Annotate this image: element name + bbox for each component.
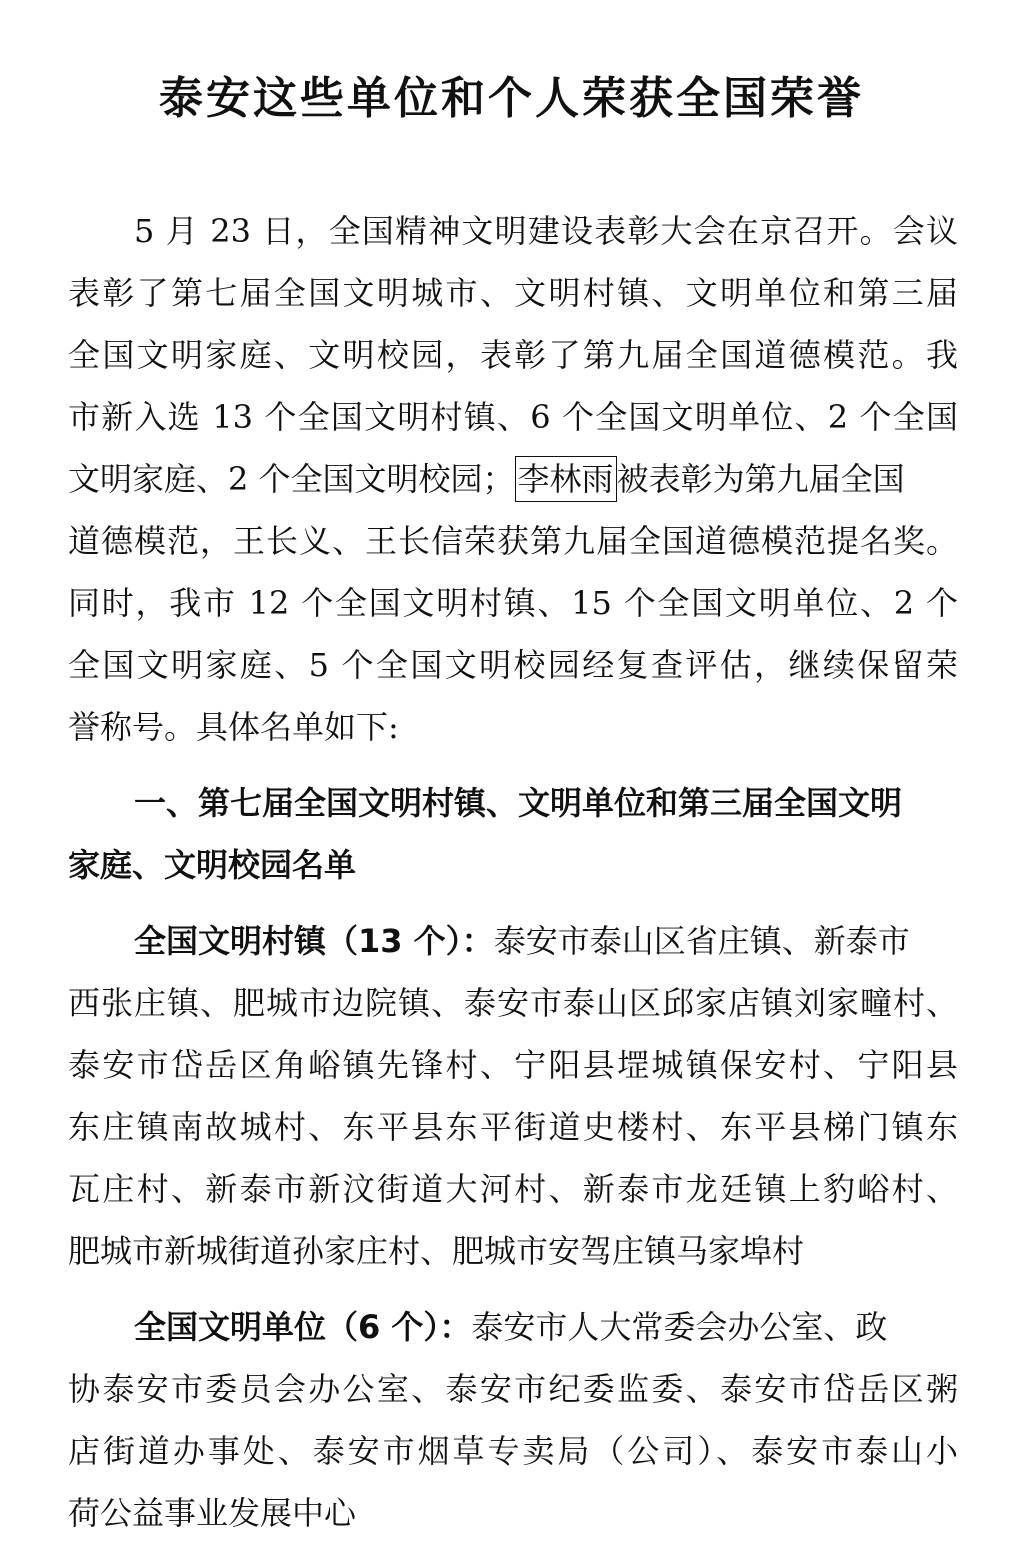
text-line: 同时，我市 12 个全国文明村镇、15 个全国文明单位、2 个 <box>68 584 958 622</box>
text-segment: 泰安市泰山区省庄镇、新泰市 <box>493 922 910 960</box>
section-heading: 一、第七届全国文明村镇、文明单位和第三届全国文明 <box>134 784 903 822</box>
text-line: 5 月 23 日，全国精神文明建设表彰大会在京召开。会议 <box>134 212 958 250</box>
document-title: 泰安这些单位和个人荣获全国荣誉 <box>159 73 864 124</box>
text-line: 誉称号。具体名单如下: <box>68 708 399 746</box>
text-line <box>68 1296 958 1358</box>
document-body <box>68 200 958 1544</box>
category-label: 全国文明单位（6 个）： <box>134 1308 472 1346</box>
text-line: 瓦庄村、新泰市新汶街道大河村、新泰市龙廷镇上豹峪村、 <box>68 1170 958 1208</box>
boxed-name: 李林雨 <box>515 456 617 502</box>
text-line: 泰安市岱岳区角峪镇先锋村、宁阳县堽城镇保安村、宁阳县 <box>68 1046 958 1084</box>
text-line: 全国文明家庭、文明校园，表彰了第九届全国道德模范。我 <box>68 336 958 374</box>
spacer <box>68 758 958 772</box>
text-line: 市新入选 13 个全国文明村镇、6 个全国文明单位、2 个全国 <box>68 398 958 436</box>
text-line: 店街道办事处、泰安市烟草专卖局（公司）、泰安市泰山小 <box>68 1432 958 1470</box>
text-line: 全国文明家庭、5 个全国文明校园经复查评估，继续保留荣 <box>68 646 958 684</box>
text-segment: 文明家庭、2 个全国文明校园； <box>68 460 515 498</box>
text-line <box>68 910 958 972</box>
spacer <box>68 1282 958 1296</box>
text-segment: 被表彰为第九届全国 <box>616 460 905 498</box>
text-line: 西张庄镇、肥城市边院镇、泰安市泰山区邱家店镇刘家疃村、 <box>68 984 958 1022</box>
text-line: 肥城市新城街道孙家庄村、肥城市安驾庄镇马家埠村 <box>68 1232 805 1270</box>
spacer <box>68 896 958 910</box>
text-line: 协泰安市委员会办公室、泰安市纪委监委、泰安市岱岳区粥 <box>68 1370 958 1408</box>
category-label: 全国文明村镇（13 个）： <box>134 922 494 960</box>
section-heading: 家庭、文明校园名单 <box>68 846 357 884</box>
text-line: 东庄镇南故城村、东平县东平街道史楼村、东平县梯门镇东 <box>68 1108 958 1146</box>
text-line: 表彰了第七届全国文明城市、文明村镇、文明单位和第三届 <box>68 274 958 312</box>
text-line: 道德模范，王长义、王长信荣获第九届全国道德模范提名奖。 <box>68 522 958 560</box>
text-line: 荷公益事业发展中心 <box>68 1494 357 1532</box>
text-segment: 泰安市人大常委会办公室、政 <box>471 1308 888 1346</box>
text-line <box>68 448 958 510</box>
